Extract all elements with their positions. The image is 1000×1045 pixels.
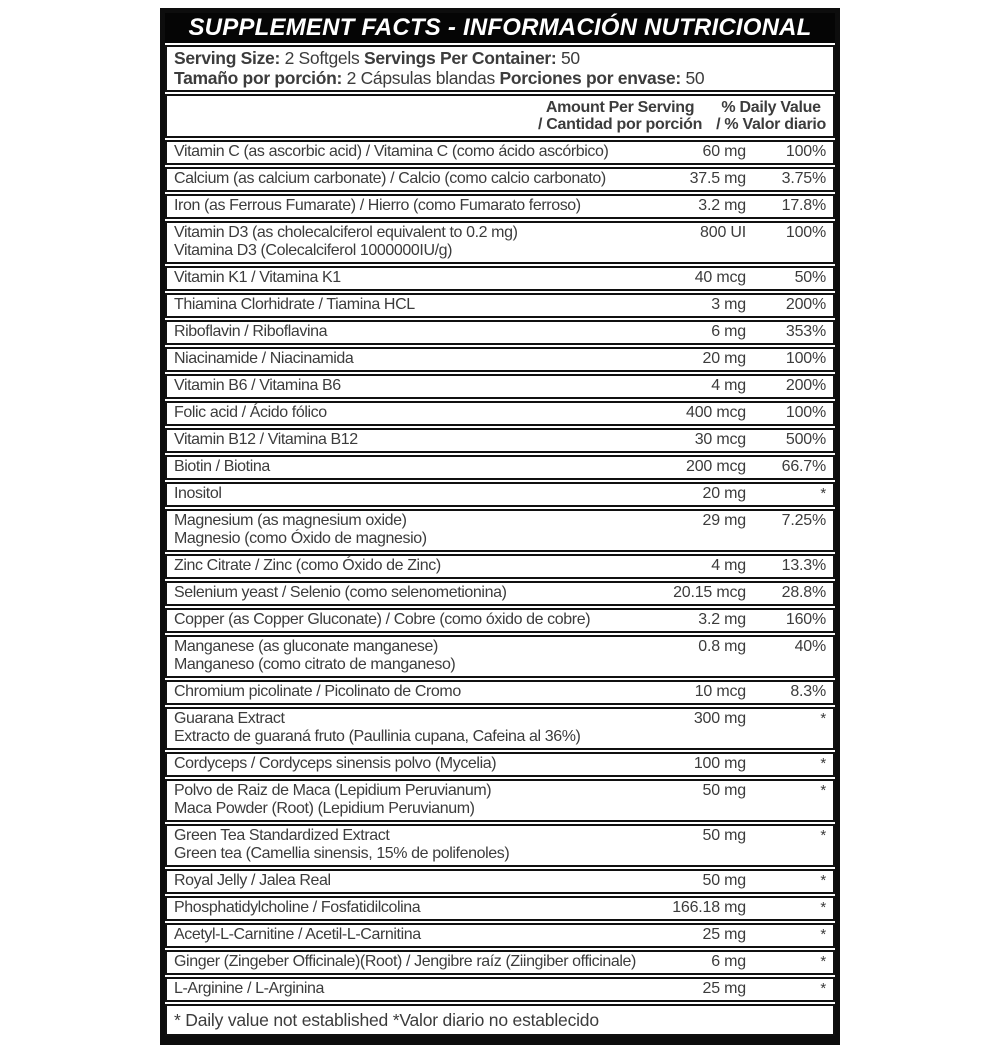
nutrient-name: [174, 710, 646, 746]
nutrient-name-line: Phosphatidylcholine / Fosfatidilcolina: [174, 899, 421, 916]
nutrient-amount: 25 mg: [702, 980, 746, 997]
nutrient-name-line: Thiamina Clorhidrate / Tiamina HCL: [174, 296, 415, 313]
nutrient-amount: 29 mg: [702, 512, 746, 529]
nutrient-daily-value: 500%: [785, 431, 826, 448]
nutrient-name: [174, 755, 646, 773]
nutrient-amount: 400 mcg: [686, 404, 746, 421]
nutrient-daily-value: *: [820, 953, 826, 970]
column-headers: [165, 94, 835, 138]
nutrient-name: [174, 899, 646, 917]
nutrient-row: [165, 635, 835, 678]
nutrient-amount: 200 mcg: [686, 458, 746, 475]
nutrient-row: [165, 455, 835, 480]
nutrient-daily-value: 8.3%: [790, 683, 826, 700]
nutrient-daily-value: *: [820, 485, 826, 502]
nutrient-daily-value: 7.25%: [781, 512, 826, 529]
nutrient-row: [165, 266, 835, 291]
nutrient-daily-value: 200%: [785, 296, 826, 313]
nutrient-amount: 4 mg: [711, 377, 746, 394]
serving-line-en: [174, 48, 826, 68]
nutrient-row: [165, 293, 835, 318]
serving-line-es: [174, 68, 826, 88]
nutrient-name: [174, 323, 646, 341]
nutrient-name: [174, 512, 646, 548]
nutrient-amount: 20.15 mcg: [673, 584, 746, 601]
nutrient-name-line: Magnesium (as magnesium oxide): [174, 512, 407, 529]
nutrient-amount: 3.2 mg: [698, 611, 746, 628]
nutrient-row: [165, 680, 835, 705]
nutrient-daily-value: 66.7%: [781, 458, 826, 475]
nutrient-row: [165, 509, 835, 552]
nutrient-name-line: Chromium picolinate / Picolinato de Cromo: [174, 683, 461, 700]
nutrient-daily-value: 28.8%: [781, 584, 826, 601]
nutrient-daily-value: 200%: [785, 377, 826, 394]
nutrient-row: [165, 896, 835, 921]
nutrient-name-line: Acetyl-L-Carnitine / Acetil-L-Carnitina: [174, 926, 421, 943]
nutrient-daily-value: 353%: [785, 323, 826, 340]
nutrient-name: [174, 953, 646, 971]
nutrient-name: [174, 404, 646, 422]
nutrient-name-line: Selenium yeast / Selenio (como selenometionina): [174, 584, 507, 601]
nutrient-row: [165, 581, 835, 606]
daily-value-column-header: [716, 99, 826, 133]
nutrient-amount: 800 UI: [700, 224, 746, 241]
nutrient-name-line: Green Tea Standardized Extract: [174, 827, 390, 844]
nutrient-name-line: Royal Jelly / Jalea Real: [174, 872, 331, 889]
amount-header-line-es: / Cantidad por porción: [538, 116, 703, 133]
nutrient-amount: 25 mg: [702, 926, 746, 943]
nutrient-name-line: Manganeso (como citrato de manganeso): [174, 656, 456, 673]
nutrient-name-line: Zinc Citrate / Zinc (como Óxido de Zinc): [174, 557, 441, 574]
nutrient-name-line: Calcium (as calcium carbonate) / Calcio (como calcio carbonato): [174, 170, 606, 187]
nutrient-amount: 0.8 mg: [698, 638, 746, 655]
nutrient-row: [165, 194, 835, 219]
nutrient-row: [165, 869, 835, 894]
nutrient-amount: 60 mg: [702, 143, 746, 160]
nutrient-name-line: Ginger (Zingeber Officinale)(Root) / Jengibre raíz (Ziingiber officinale): [174, 953, 636, 970]
nutrient-name-line: Iron (as Ferrous Fumarate) / Hierro (como Fumarato ferroso): [174, 197, 581, 214]
nutrient-daily-value: *: [820, 872, 826, 889]
nutrient-name-line: Maca Powder (Root) (Lepidium Peruvianum): [174, 800, 475, 817]
nutrient-row: [165, 950, 835, 975]
nutrient-row: [165, 401, 835, 426]
nutrient-row: [165, 824, 835, 867]
nutrient-name: [174, 782, 646, 818]
servings-per-container-value-es: 50: [685, 68, 705, 88]
nutrient-name: [174, 485, 646, 503]
nutrient-name-line: Copper (as Copper Gluconate) / Cobre (como óxido de cobre): [174, 611, 591, 628]
nutrient-name-line: Vitamin C (as ascorbic acid) / Vitamina C (como ácido ascórbico): [174, 143, 609, 160]
nutrient-daily-value: *: [820, 827, 826, 844]
nutrient-name: [174, 143, 646, 161]
nutrient-daily-value: *: [820, 710, 826, 727]
nutrient-name-line: Biotin / Biotina: [174, 458, 270, 475]
nutrient-daily-value: *: [820, 899, 826, 916]
nutrient-name: [174, 224, 646, 260]
nutrient-row: [165, 779, 835, 822]
nutrient-amount: 50 mg: [702, 782, 746, 799]
footnote: * Daily value not established *Valor diario no establecido: [165, 1004, 835, 1036]
nutrient-amount: 40 mcg: [694, 269, 746, 286]
nutrient-rows: [165, 140, 835, 1002]
nutrient-name-line: Folic acid / Ácido fólico: [174, 404, 327, 421]
amount-header-line-en: Amount Per Serving: [545, 99, 695, 116]
nutrient-name: [174, 377, 646, 395]
nutrient-name-line: Inositol: [174, 485, 222, 502]
serving-info: [165, 45, 835, 92]
nutrient-name: [174, 683, 646, 701]
nutrient-amount: 50 mg: [702, 827, 746, 844]
nutrient-daily-value: 13.3%: [781, 557, 826, 574]
nutrient-name: [174, 926, 646, 944]
nutrient-row: [165, 320, 835, 345]
nutrient-name-line: Guarana Extract: [174, 710, 285, 727]
nutrient-name-line: Vitamin K1 / Vitamina K1: [174, 269, 341, 286]
nutrient-daily-value: 3.75%: [781, 170, 826, 187]
nutrient-row: [165, 482, 835, 507]
nutrient-name-line: Niacinamide / Niacinamida: [174, 350, 354, 367]
nutrient-daily-value: *: [820, 980, 826, 997]
nutrient-name: [174, 584, 646, 602]
nutrient-name: [174, 350, 646, 368]
nutrient-name-line: Vitamin B12 / Vitamina B12: [174, 431, 358, 448]
nutrient-name: [174, 431, 646, 449]
nutrient-amount: 37.5 mg: [689, 170, 746, 187]
nutrient-row: [165, 923, 835, 948]
nutrient-daily-value: *: [820, 755, 826, 772]
nutrient-name: [174, 269, 646, 287]
nutrient-amount: 10 mcg: [694, 683, 746, 700]
nutrient-name: [174, 872, 646, 890]
nutrient-amount: 50 mg: [702, 872, 746, 889]
servings-per-container-label-es: Porciones por envase:: [499, 68, 681, 88]
nutrient-name: [174, 980, 646, 998]
nutrient-amount: 20 mg: [702, 485, 746, 502]
nutrient-name-line: Polvo de Raiz de Maca (Lepidium Peruvianum): [174, 782, 492, 799]
nutrient-name: [174, 611, 646, 629]
nutrient-daily-value: 100%: [785, 350, 826, 367]
nutrient-amount: 6 mg: [711, 953, 746, 970]
nutrient-name-line: Green tea (Camellia sinensis, 15% de polifenoles): [174, 845, 510, 862]
nutrient-row: [165, 347, 835, 372]
nutrient-amount: 100 mg: [693, 755, 746, 772]
serving-size-label-es: Tamaño por porción:: [174, 68, 343, 88]
servings-per-container-value-en: 50: [560, 48, 580, 68]
nutrient-daily-value: *: [820, 782, 826, 799]
nutrient-row: [165, 167, 835, 192]
nutrient-name-line: Vitamin B6 / Vitamina B6: [174, 377, 341, 394]
daily-value-header-line-en: % Daily Value: [721, 99, 821, 116]
nutrient-name-line: Vitamin D3 (as cholecalciferol equivalent to 0.2 mg): [174, 224, 518, 241]
nutrient-daily-value: 17.8%: [781, 197, 826, 214]
nutrient-name: [174, 197, 646, 215]
nutrient-name-line: Manganese (as gluconate manganese): [174, 638, 438, 655]
serving-size-value-en: 2 Softgels: [284, 48, 360, 68]
nutrient-name: [174, 170, 646, 188]
nutrient-daily-value: 100%: [785, 404, 826, 421]
nutrient-amount: 3 mg: [711, 296, 746, 313]
nutrient-row: [165, 374, 835, 399]
nutrient-row: [165, 140, 835, 165]
nutrient-row: [165, 752, 835, 777]
servings-per-container-label-en: Servings Per Container:: [363, 48, 557, 68]
nutrient-name: [174, 827, 646, 863]
serving-size-label-en: Serving Size:: [174, 48, 280, 68]
nutrient-daily-value: *: [820, 926, 826, 943]
nutrient-amount: 20 mg: [702, 350, 746, 367]
nutrient-amount: 300 mg: [693, 710, 746, 727]
nutrient-amount: 3.2 mg: [698, 197, 746, 214]
nutrient-name-line: Magnesio (como Óxido de magnesio): [174, 530, 427, 547]
nutrient-name-line: L-Arginine / L-Arginina: [174, 980, 324, 997]
nutrient-daily-value: 100%: [785, 143, 826, 160]
nutrient-daily-value: 100%: [785, 224, 826, 241]
panel-title: SUPPLEMENT FACTS - INFORMACIÓN NUTRICIONAL: [165, 13, 835, 43]
nutrient-amount: 6 mg: [711, 323, 746, 340]
daily-value-header-line-es: / % Valor diario: [716, 116, 826, 133]
nutrient-name-line: Extracto de guaraná fruto (Paullinia cupana, Cafeina al 36%): [174, 728, 581, 745]
supplement-facts-panel: [160, 8, 840, 1045]
nutrient-daily-value: 160%: [785, 611, 826, 628]
nutrient-name-line: Cordyceps / Cordyceps sinensis polvo (Mycelia): [174, 755, 497, 772]
amount-column-header: [538, 99, 702, 133]
nutrient-name: [174, 296, 646, 314]
nutrient-daily-value: 40%: [794, 638, 826, 655]
nutrient-name: [174, 458, 646, 476]
nutrient-amount: 30 mcg: [694, 431, 746, 448]
nutrient-row: [165, 707, 835, 750]
nutrient-name: [174, 557, 646, 575]
nutrient-amount: 4 mg: [711, 557, 746, 574]
nutrient-name-line: Riboflavin / Riboflavina: [174, 323, 328, 340]
nutrient-row: [165, 221, 835, 264]
nutrient-row: [165, 977, 835, 1002]
nutrient-name-line: Vitamina D3 (Colecalciferol 1000000IU/g): [174, 242, 453, 259]
nutrient-amount: 166.18 mg: [672, 899, 746, 916]
serving-size-value-es: 2 Cápsulas blandas: [346, 68, 495, 88]
nutrient-row: [165, 428, 835, 453]
nutrient-row: [165, 608, 835, 633]
nutrient-name: [174, 638, 646, 674]
nutrient-row: [165, 554, 835, 579]
nutrient-daily-value: 50%: [794, 269, 826, 286]
